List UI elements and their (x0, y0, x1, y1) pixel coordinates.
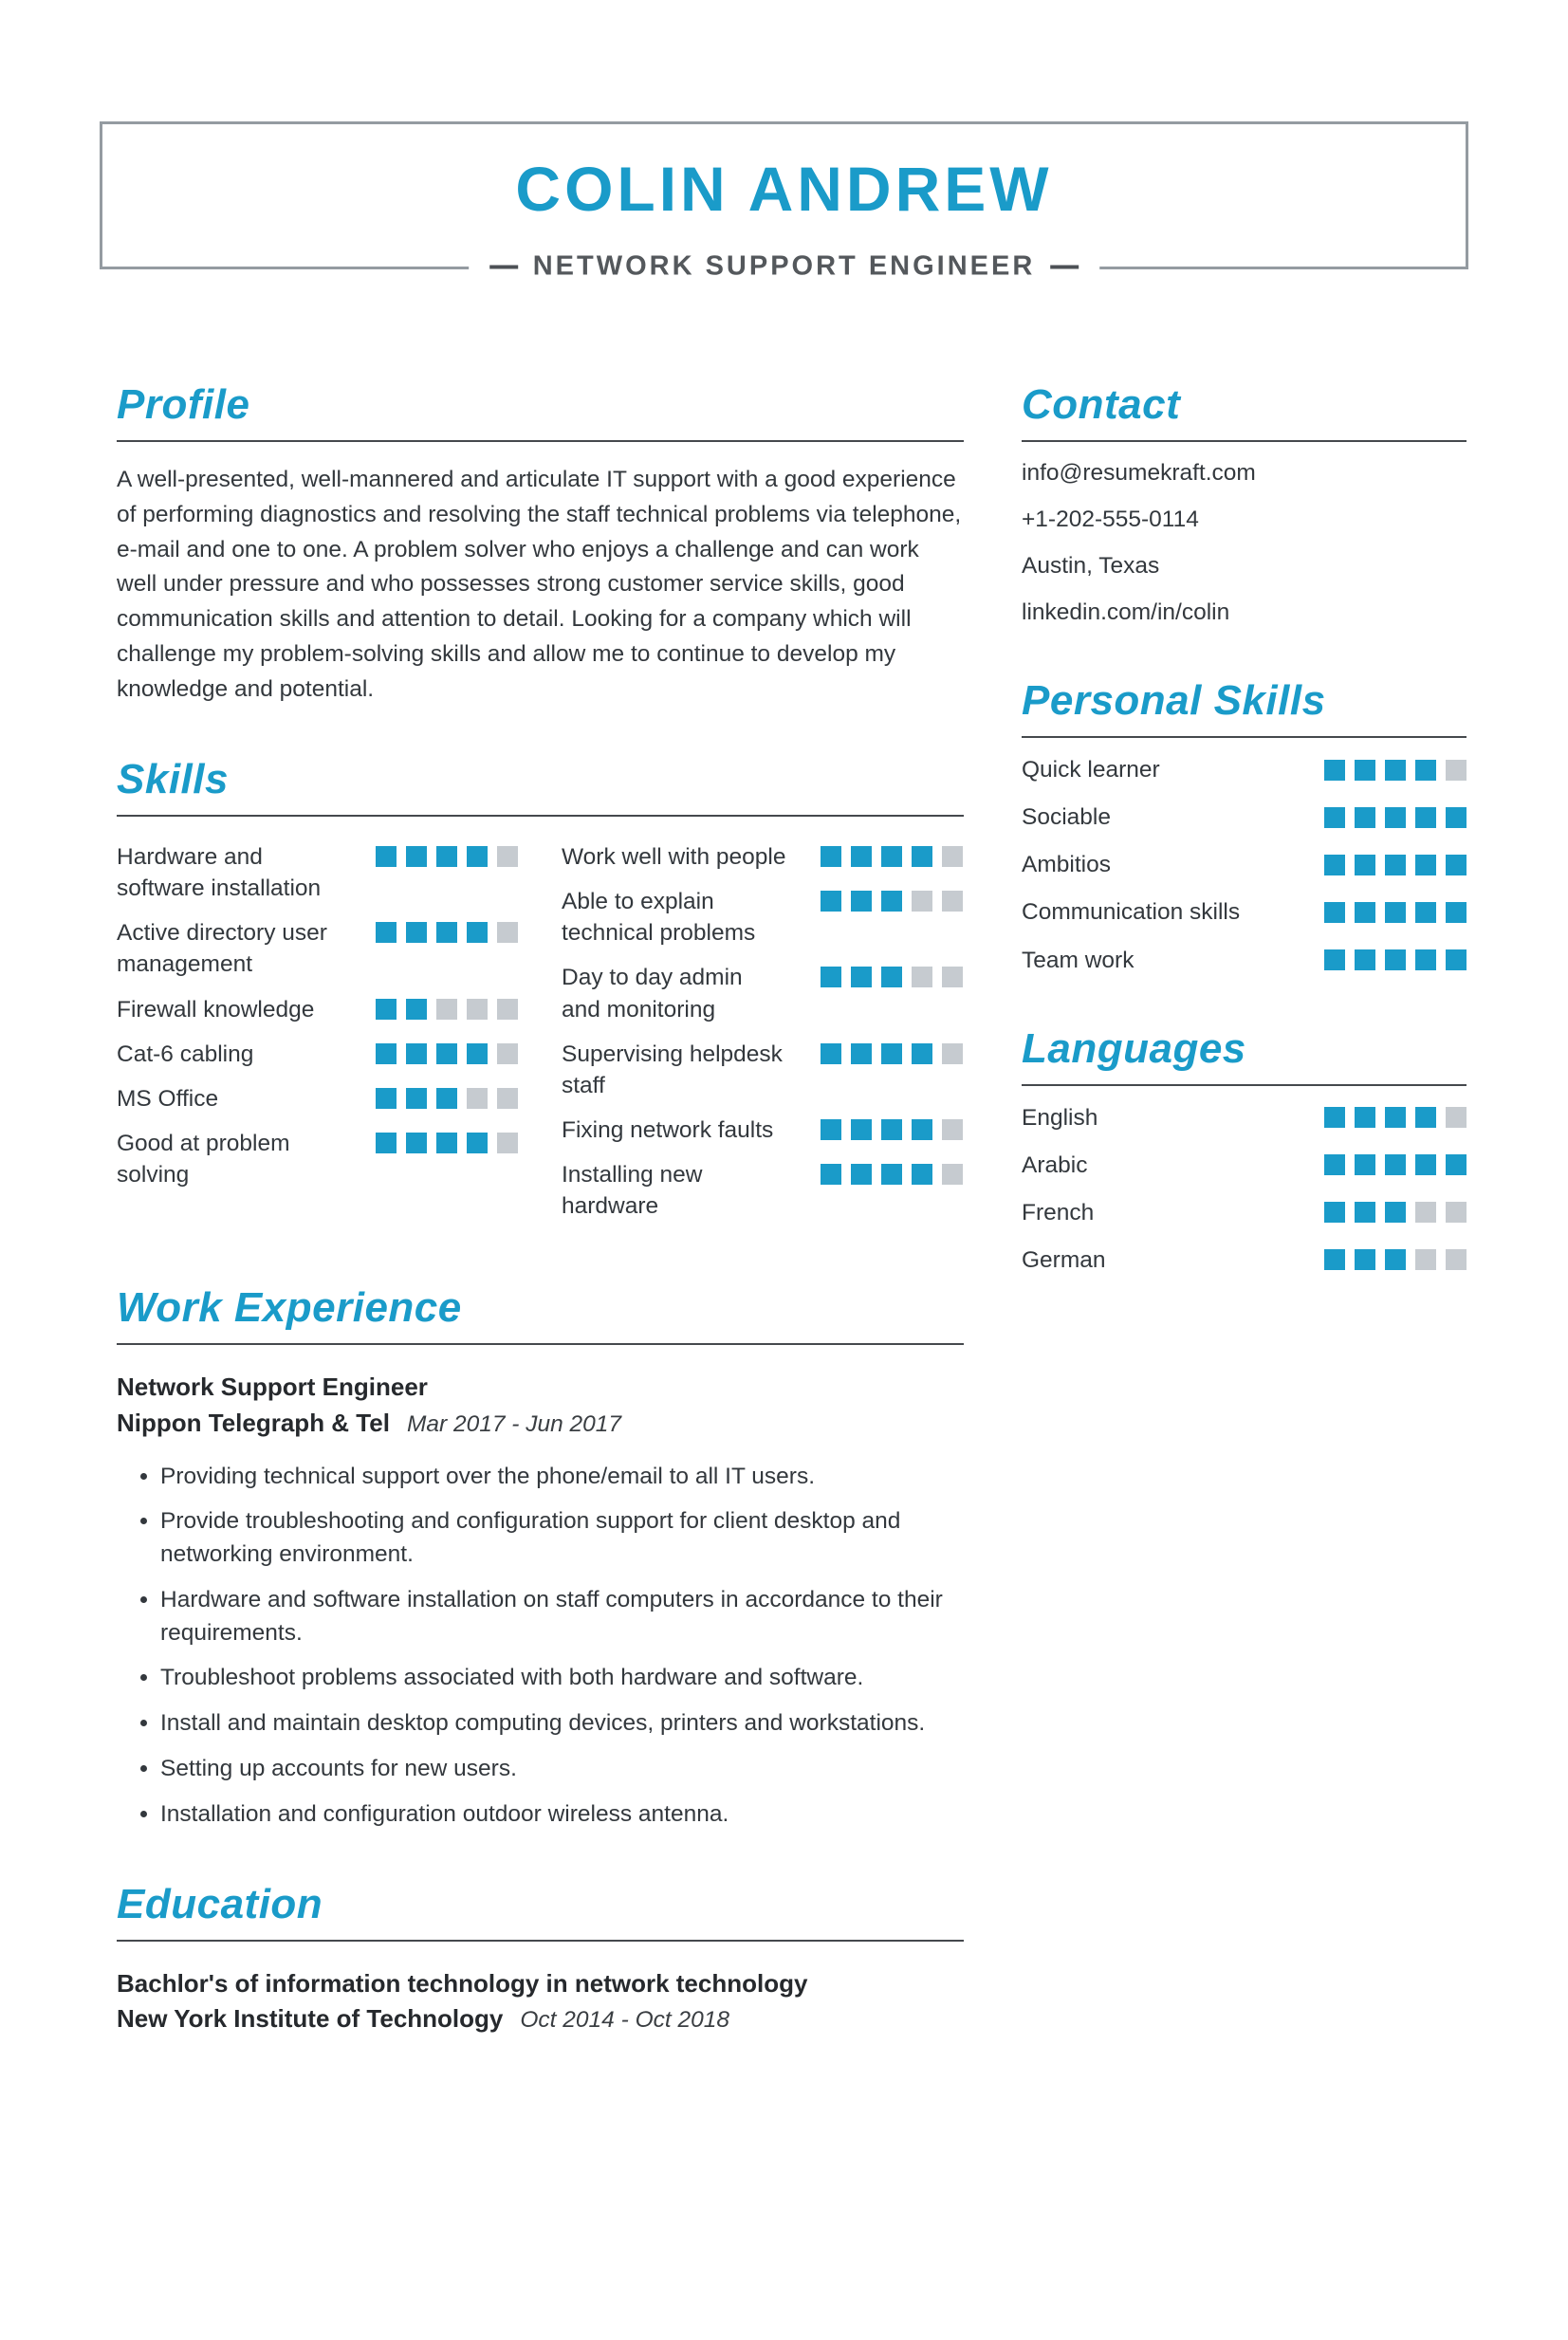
rating-square-empty (942, 846, 963, 867)
job-subline (117, 1408, 964, 1440)
language-label: English (1022, 1104, 1098, 1131)
contact-location: Austin, Texas (1022, 553, 1160, 580)
candidate-title-wrap (469, 251, 1100, 283)
skill-rating (821, 846, 963, 867)
rating-square-filled (1324, 902, 1345, 923)
work-experience-heading: Work Experience (117, 1284, 964, 1345)
skill-row (562, 1159, 963, 1222)
rating-square-filled (1415, 760, 1436, 781)
subtitle-rule-right (1050, 265, 1079, 268)
skill-row (117, 1128, 518, 1190)
rating-square-filled (912, 1043, 932, 1064)
personal-skill-row (1022, 801, 1467, 833)
rating-square-filled (881, 1043, 902, 1064)
rating-square-empty (1446, 760, 1467, 781)
rating-square-filled (821, 1164, 841, 1185)
rating-square-empty (467, 999, 488, 1020)
profile-text: A well-presented, well-mannered and articulate IT support with a good experience of performing diagnostics and resolving the staff technical problems via telephone, e-mail and one to one. A problem solver who enjoys a challenge and can work well under pressure and who possesses strong customer service skills, good communication skills and attention to detail. Looking for a company which will challenge my problem-solving skills and allow me to continue to develop my knowledge and potential. (117, 467, 962, 702)
personal-skill-rating (1324, 902, 1467, 923)
rating-square-filled (436, 1043, 457, 1064)
job-bullet: • Hardware and software installation on staff computers in accordance to their requirements. (160, 1584, 964, 1650)
rating-square-filled (851, 891, 872, 912)
language-label: French (1022, 1199, 1095, 1225)
personal-skill-label: Team work (1022, 947, 1134, 973)
rating-square-filled (467, 846, 488, 867)
rating-square-empty (1415, 1202, 1436, 1223)
rating-square-filled (406, 999, 427, 1020)
personal-skill-row (1022, 896, 1467, 928)
rating-square-filled (1355, 760, 1375, 781)
job-bullet: • Installation and configuration outdoor wireless antenna. (160, 1798, 964, 1832)
job-title: Network Support Engineer (117, 1372, 428, 1401)
job-bullet: • Install and maintain desktop computing devices, printers and workstations. (160, 1707, 964, 1741)
rating-square-filled (881, 967, 902, 987)
rating-square-filled (1415, 855, 1436, 875)
rating-square-filled (1446, 949, 1467, 970)
skill-label: Supervising helpdesk staff (562, 1041, 783, 1098)
profile-heading: Profile (117, 381, 964, 442)
personal-skill-rating (1324, 949, 1467, 970)
rating-square-filled (406, 846, 427, 867)
rating-square-filled (436, 922, 457, 943)
left-column (117, 381, 964, 2085)
candidate-name: COLIN ANDREW (515, 154, 1053, 224)
skill-label: Able to explain technical problems (562, 889, 756, 947)
personal-skills-heading: Personal Skills (1022, 677, 1467, 738)
skill-rating (376, 1133, 518, 1153)
profile-section (117, 381, 964, 707)
skill-row (562, 886, 963, 949)
language-rating (1324, 1249, 1467, 1270)
language-rating (1324, 1154, 1467, 1175)
personal-skills-section (1022, 677, 1467, 975)
rating-square-filled (1415, 949, 1436, 970)
personal-skill-row (1022, 945, 1467, 976)
rating-square-empty (912, 891, 932, 912)
rating-square-filled (1324, 760, 1345, 781)
rating-square-filled (1385, 1154, 1406, 1175)
job-bullet: • Troubleshoot problems associated with both hardware and software. (160, 1662, 964, 1695)
rating-square-filled (1324, 949, 1345, 970)
rating-square-filled (851, 1119, 872, 1140)
rating-square-filled (376, 846, 397, 867)
rating-square-filled (1385, 1107, 1406, 1128)
language-row (1022, 1244, 1467, 1276)
rating-square-filled (436, 1088, 457, 1109)
rating-square-empty (942, 1119, 963, 1140)
personal-skill-label: Ambitios (1022, 852, 1111, 878)
rating-square-filled (1355, 1202, 1375, 1223)
skill-rating (821, 1164, 963, 1185)
rating-square-filled (912, 1119, 932, 1140)
contact-phone: +1-202-555-0114 (1022, 507, 1199, 533)
rating-square-filled (881, 846, 902, 867)
rating-square-filled (376, 922, 397, 943)
rating-square-filled (376, 1043, 397, 1064)
rating-square-filled (467, 1133, 488, 1153)
rating-square-filled (1324, 1249, 1345, 1270)
personal-skill-rating (1324, 760, 1467, 781)
languages-section (1022, 1025, 1467, 1276)
rating-square-filled (376, 1088, 397, 1109)
rating-square-filled (436, 1133, 457, 1153)
candidate-title: NETWORK SUPPORT ENGINEER (532, 250, 1036, 282)
rating-square-filled (1324, 807, 1345, 828)
rating-square-filled (1415, 1154, 1436, 1175)
language-label: Arabic (1022, 1152, 1088, 1178)
skills-column-2 (562, 841, 963, 1235)
rating-square-filled (1446, 902, 1467, 923)
rating-square-filled (1355, 902, 1375, 923)
skill-rating (821, 1043, 963, 1064)
skill-row (562, 1039, 963, 1101)
rating-square-filled (1355, 1107, 1375, 1128)
rating-square-filled (1355, 807, 1375, 828)
rating-square-empty (1415, 1249, 1436, 1270)
rating-square-filled (881, 1119, 902, 1140)
rating-square-filled (1446, 855, 1467, 875)
rating-square-filled (1385, 807, 1406, 828)
rating-square-empty (942, 1043, 963, 1064)
rating-square-filled (912, 846, 932, 867)
rating-square-filled (821, 846, 841, 867)
job-bullet-list (117, 1461, 964, 1832)
personal-skill-label: Communication skills (1022, 899, 1241, 926)
skill-label: Active directory user management (117, 920, 327, 978)
rating-square-filled (821, 1043, 841, 1064)
rating-square-filled (1355, 1249, 1375, 1270)
rating-square-filled (851, 846, 872, 867)
skill-label: Fixing network faults (562, 1116, 774, 1143)
education-dates: Oct 2014 - Oct 2018 (520, 2007, 729, 2034)
personal-skill-label: Quick learner (1022, 757, 1160, 783)
work-experience-section (117, 1284, 964, 1832)
skill-row (117, 994, 518, 1025)
rating-square-filled (851, 1043, 872, 1064)
skills-heading: Skills (117, 756, 964, 817)
rating-square-filled (406, 1088, 427, 1109)
rating-square-filled (1385, 1249, 1406, 1270)
rating-square-empty (497, 1043, 518, 1064)
rating-square-empty (497, 922, 518, 943)
job-bullet: • Providing technical support over the phone/email to all IT users. (160, 1461, 964, 1494)
rating-square-filled (1385, 1202, 1406, 1223)
rating-square-empty (497, 1133, 518, 1153)
language-row (1022, 1102, 1467, 1133)
company-name: Nippon Telegraph & Tel (117, 1408, 390, 1437)
skill-rating (376, 922, 518, 943)
skill-label: MS Office (117, 1085, 219, 1112)
rating-square-filled (406, 1133, 427, 1153)
skill-label: Day to day admin and monitoring (562, 965, 743, 1023)
skills-grid (117, 841, 964, 1235)
skill-rating (376, 999, 518, 1020)
rating-square-empty (942, 1164, 963, 1185)
skill-rating (821, 967, 963, 987)
education-section (117, 1881, 964, 2036)
rating-square-filled (1324, 1202, 1345, 1223)
rating-square-filled (1446, 807, 1467, 828)
rating-square-filled (1355, 1154, 1375, 1175)
skill-row (117, 917, 518, 980)
rating-square-filled (1355, 949, 1375, 970)
skill-rating (821, 1119, 963, 1140)
right-column (1022, 381, 1467, 2085)
language-rating (1324, 1202, 1467, 1223)
skills-column-1 (117, 841, 518, 1235)
contact-linkedin: linkedin.com/in/colin (1022, 599, 1230, 626)
school-name: New York Institute of Technology (117, 2004, 504, 2034)
rating-square-filled (851, 1164, 872, 1185)
skill-label: Work well with people (562, 844, 786, 871)
skill-label: Good at problem solving (117, 1130, 290, 1188)
skill-label: Cat-6 cabling (117, 1041, 254, 1067)
languages-heading: Languages (1022, 1025, 1467, 1086)
rating-square-filled (1385, 902, 1406, 923)
skill-row (562, 1115, 963, 1146)
rating-square-filled (1385, 760, 1406, 781)
personal-skill-label: Sociable (1022, 804, 1111, 831)
skill-row (117, 1039, 518, 1070)
rating-square-filled (881, 891, 902, 912)
skills-section (117, 756, 964, 1235)
rating-square-empty (497, 1088, 518, 1109)
education-subline (117, 2003, 964, 2036)
rating-square-filled (406, 1043, 427, 1064)
rating-square-filled (1385, 855, 1406, 875)
education-heading: Education (117, 1881, 964, 1942)
contact-email: info@resumekraft.com (1022, 460, 1256, 486)
rating-square-empty (942, 967, 963, 987)
rating-square-filled (821, 891, 841, 912)
rating-square-filled (376, 999, 397, 1020)
rating-square-filled (467, 922, 488, 943)
rating-square-filled (851, 967, 872, 987)
rating-square-filled (1324, 855, 1345, 875)
rating-square-filled (1446, 1154, 1467, 1175)
skill-row (117, 1083, 518, 1115)
rating-square-empty (1446, 1107, 1467, 1128)
rating-square-filled (1324, 1107, 1345, 1128)
rating-square-empty (1446, 1202, 1467, 1223)
rating-square-empty (436, 999, 457, 1020)
rating-square-empty (912, 967, 932, 987)
rating-square-filled (821, 1119, 841, 1140)
content-columns (0, 381, 1568, 2085)
personal-skill-rating (1324, 807, 1467, 828)
language-row (1022, 1150, 1467, 1181)
rating-square-filled (1385, 949, 1406, 970)
personal-skill-row (1022, 754, 1467, 785)
rating-square-filled (821, 967, 841, 987)
rating-square-filled (1415, 1107, 1436, 1128)
language-rating (1324, 1107, 1467, 1128)
job-bullet: • Setting up accounts for new users. (160, 1753, 964, 1786)
rating-square-empty (1446, 1249, 1467, 1270)
rating-square-filled (1415, 807, 1436, 828)
job-bullet: • Provide troubleshooting and configuration support for client desktop and networking environment. (160, 1505, 964, 1572)
rating-square-empty (467, 1088, 488, 1109)
skill-label: Installing new hardware (562, 1161, 703, 1219)
degree: Bachlor's of information technology in network technology (117, 1968, 808, 1998)
rating-square-empty (497, 999, 518, 1020)
skill-row (562, 962, 963, 1024)
rating-square-empty (942, 891, 963, 912)
skill-rating (821, 891, 963, 912)
rating-square-filled (1415, 902, 1436, 923)
rating-square-filled (406, 922, 427, 943)
skill-rating (376, 846, 518, 867)
rating-square-filled (467, 1043, 488, 1064)
rating-square-filled (912, 1164, 932, 1185)
contact-section (1022, 381, 1467, 628)
rating-square-filled (376, 1133, 397, 1153)
skill-rating (376, 1088, 518, 1109)
rating-square-filled (1355, 855, 1375, 875)
subtitle-rule-left (489, 265, 518, 268)
personal-skill-rating (1324, 855, 1467, 875)
rating-square-empty (497, 846, 518, 867)
skill-label: Firewall knowledge (117, 996, 315, 1023)
personal-skill-row (1022, 849, 1467, 880)
contact-heading: Contact (1022, 381, 1467, 442)
skill-label: Hardware and software installation (117, 844, 322, 902)
rating-square-filled (1324, 1154, 1345, 1175)
header-box (100, 121, 1468, 282)
rating-square-filled (881, 1164, 902, 1185)
rating-square-filled (436, 846, 457, 867)
skill-row (117, 841, 518, 904)
skill-rating (376, 1043, 518, 1064)
skill-row (562, 841, 963, 873)
language-label: German (1022, 1246, 1106, 1273)
job-dates: Mar 2017 - Jun 2017 (406, 1410, 622, 1437)
language-row (1022, 1197, 1467, 1228)
